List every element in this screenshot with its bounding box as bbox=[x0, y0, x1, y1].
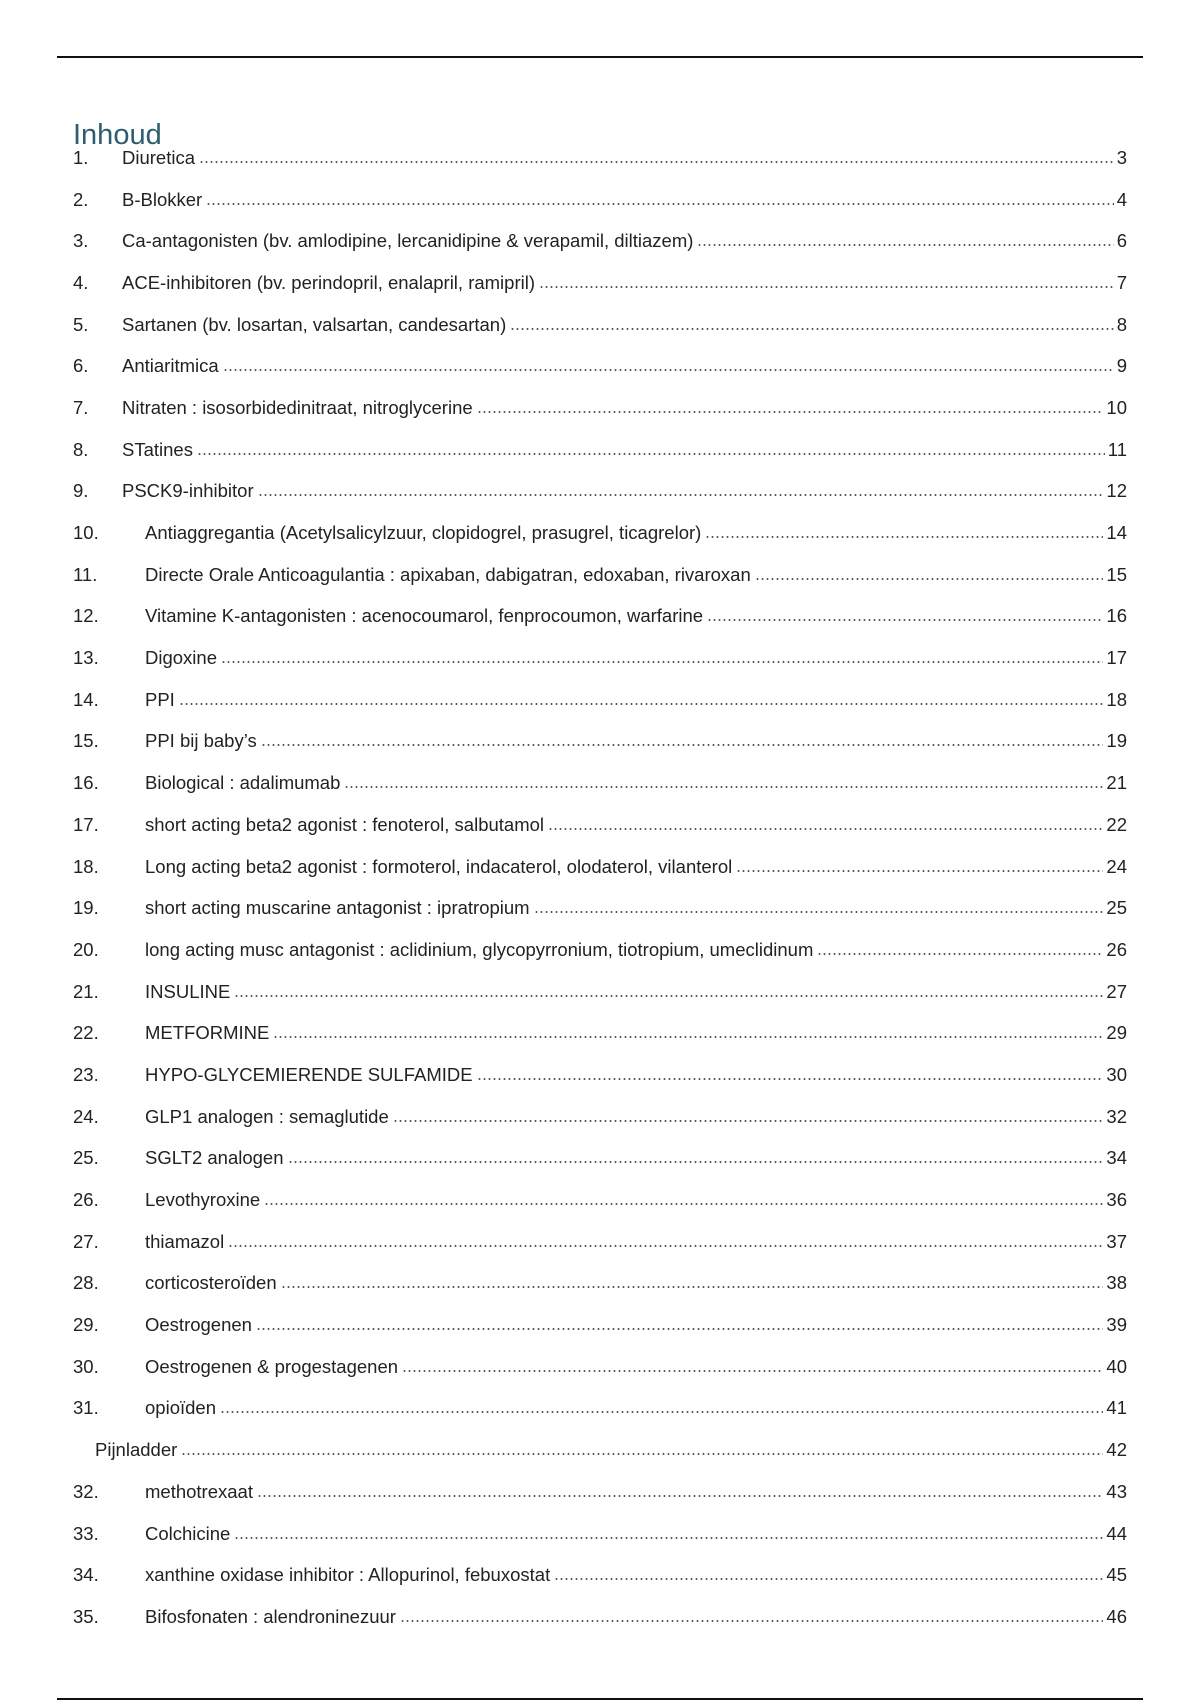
toc-entry[interactable] bbox=[73, 1304, 1127, 1346]
toc-entry-number: 24. bbox=[73, 1105, 99, 1127]
dot-leader bbox=[281, 1284, 1104, 1290]
dot-leader bbox=[697, 242, 1113, 248]
toc-entry-number: 1. bbox=[73, 146, 89, 168]
dot-leader bbox=[257, 1493, 1103, 1499]
toc-entry-title[interactable]: INSULINE bbox=[145, 980, 231, 1002]
toc-entry[interactable] bbox=[73, 179, 1127, 221]
toc-entry-title[interactable]: methotrexaat bbox=[145, 1480, 253, 1502]
toc-entry-page-number[interactable]: 25 bbox=[1106, 897, 1127, 919]
toc-entry-page-number[interactable]: 39 bbox=[1106, 1314, 1127, 1336]
toc-entry-title[interactable]: GLP1 analogen : semaglutide bbox=[145, 1105, 389, 1127]
toc-entry[interactable] bbox=[73, 679, 1127, 721]
dot-leader bbox=[228, 1243, 1103, 1249]
dot-leader bbox=[755, 576, 1104, 582]
toc-entry-page-number[interactable]: 8 bbox=[1116, 313, 1127, 335]
toc-entry-number: 30. bbox=[73, 1355, 99, 1377]
toc-entry[interactable] bbox=[73, 1179, 1127, 1221]
toc-entry-number: 35. bbox=[73, 1605, 99, 1627]
toc-entry-page-number[interactable]: 27 bbox=[1106, 980, 1127, 1002]
table-of-contents bbox=[73, 137, 1127, 1638]
toc-entry[interactable] bbox=[73, 804, 1127, 846]
toc-entry-number: 14. bbox=[73, 688, 99, 710]
toc-entry-page-number[interactable]: 37 bbox=[1106, 1230, 1127, 1252]
dot-leader bbox=[264, 1201, 1103, 1207]
dot-leader bbox=[261, 742, 1104, 748]
toc-entry-page-number[interactable]: 38 bbox=[1106, 1272, 1127, 1294]
dot-leader bbox=[400, 1618, 1103, 1624]
header-rule bbox=[57, 56, 1143, 58]
toc-entry-title[interactable]: Bifosfonaten : alendroninezuur bbox=[145, 1605, 396, 1627]
toc-entry-title[interactable]: STatines bbox=[122, 438, 193, 460]
toc-entry-page-number[interactable]: 12 bbox=[1106, 480, 1127, 502]
toc-entry-title[interactable]: short acting muscarine antagonist : ipratropium bbox=[145, 897, 530, 919]
toc-entry-title[interactable]: Biological : adalimumab bbox=[145, 772, 341, 794]
toc-entry-page-number[interactable]: 45 bbox=[1106, 1564, 1127, 1586]
toc-entry-page-number[interactable]: 22 bbox=[1106, 813, 1127, 835]
toc-entry-number: 28. bbox=[73, 1272, 99, 1294]
toc-entry-number: 5. bbox=[73, 313, 89, 335]
toc-entry-title[interactable]: METFORMINE bbox=[145, 1022, 270, 1044]
toc-entry[interactable] bbox=[73, 1346, 1127, 1388]
toc-entry-page-number[interactable]: 15 bbox=[1106, 563, 1127, 585]
toc-entry-number: 18. bbox=[73, 855, 99, 877]
toc-entry-number: 7. bbox=[73, 396, 89, 418]
toc-entry[interactable] bbox=[73, 1221, 1127, 1263]
toc-entry-number: 20. bbox=[73, 938, 99, 960]
toc-entry-number: 17. bbox=[73, 813, 99, 835]
toc-entry[interactable] bbox=[73, 1596, 1127, 1638]
toc-entry-page-number[interactable]: 29 bbox=[1106, 1022, 1127, 1044]
toc-entry-page-number[interactable]: 3 bbox=[1116, 146, 1127, 168]
toc-entry[interactable] bbox=[73, 471, 1127, 513]
toc-entry-number: 4. bbox=[73, 271, 89, 293]
toc-entry-number: 10. bbox=[73, 522, 99, 544]
toc-entry[interactable] bbox=[73, 1388, 1127, 1430]
toc-entry-number: 6. bbox=[73, 355, 89, 377]
toc-entry-number: 31. bbox=[73, 1397, 99, 1419]
toc-entry-page-number[interactable]: 46 bbox=[1106, 1605, 1127, 1627]
toc-entry-page-number[interactable]: 7 bbox=[1116, 271, 1127, 293]
toc-entry-title[interactable]: ACE-inhibitoren (bv. perindopril, enalapril, ramipril) bbox=[122, 271, 535, 293]
toc-entry-number: 33. bbox=[73, 1522, 99, 1544]
toc-entry-title[interactable]: Vitamine K-antagonisten : acenocoumarol, fenprocoumon, warfarine bbox=[145, 605, 704, 627]
toc-entry-number: 2. bbox=[73, 188, 89, 210]
toc-entry[interactable] bbox=[73, 387, 1127, 429]
toc-entry-title[interactable]: opioïden bbox=[145, 1397, 216, 1419]
toc-entry-title[interactable]: PSCK9-inhibitor bbox=[122, 480, 254, 502]
toc-entry-title[interactable]: Pijnladder bbox=[95, 1439, 178, 1461]
toc-entry-number: 21. bbox=[73, 980, 99, 1002]
dot-leader bbox=[393, 1118, 1104, 1124]
toc-entry[interactable] bbox=[73, 1554, 1127, 1596]
toc-entry-page-number[interactable]: 10 bbox=[1106, 396, 1127, 418]
toc-entry[interactable] bbox=[73, 971, 1127, 1013]
dot-leader bbox=[234, 1535, 1103, 1541]
toc-entry[interactable] bbox=[73, 220, 1127, 262]
toc-entry-title[interactable]: Diuretica bbox=[122, 146, 195, 168]
toc-entry-page-number[interactable]: 42 bbox=[1106, 1439, 1127, 1461]
toc-entry-title[interactable]: B-Blokker bbox=[122, 188, 203, 210]
toc-entry-title[interactable]: Antiaritmica bbox=[122, 355, 219, 377]
toc-entry-number: 34. bbox=[73, 1564, 99, 1586]
toc-entry-title[interactable]: Oestrogenen & progestagenen bbox=[145, 1355, 399, 1377]
toc-entry-title[interactable]: PPI bbox=[145, 688, 175, 710]
toc-entry-title[interactable]: corticosteroïden bbox=[145, 1272, 277, 1294]
toc-entry-number: 9. bbox=[73, 480, 89, 502]
toc-entry[interactable] bbox=[73, 596, 1127, 638]
toc-entry-title[interactable]: thiamazol bbox=[145, 1230, 225, 1252]
toc-entry[interactable] bbox=[73, 1263, 1127, 1305]
toc-entry-page-number[interactable]: 24 bbox=[1106, 855, 1127, 877]
toc-entry-page-number[interactable]: 44 bbox=[1106, 1522, 1127, 1544]
dot-leader bbox=[539, 284, 1114, 290]
toc-entry-number: 27. bbox=[73, 1230, 99, 1252]
toc-entry-page-number[interactable]: 30 bbox=[1106, 1063, 1127, 1085]
toc-entry-page-number[interactable]: 40 bbox=[1106, 1355, 1127, 1377]
toc-entry-page-number[interactable]: 34 bbox=[1106, 1147, 1127, 1169]
toc-entry-page-number[interactable]: 14 bbox=[1106, 522, 1127, 544]
dot-leader bbox=[220, 1409, 1103, 1415]
toc-entry-page-number[interactable]: 17 bbox=[1106, 647, 1127, 669]
dot-leader bbox=[199, 159, 1114, 165]
toc-entry-title[interactable]: Nitraten : isosorbidedinitraat, nitroglycerine bbox=[122, 396, 473, 418]
toc-entry[interactable] bbox=[73, 429, 1127, 471]
toc-entry-page-number[interactable]: 41 bbox=[1106, 1397, 1127, 1419]
toc-entry-title[interactable]: Oestrogenen bbox=[145, 1314, 252, 1336]
toc-entry[interactable] bbox=[73, 846, 1127, 888]
toc-entry-title[interactable]: Colchicine bbox=[145, 1522, 231, 1544]
dot-leader bbox=[206, 201, 1114, 207]
toc-entry[interactable] bbox=[73, 1471, 1127, 1513]
toc-entry-title[interactable]: SGLT2 analogen bbox=[145, 1147, 284, 1169]
toc-entry-number: 22. bbox=[73, 1022, 99, 1044]
dot-leader bbox=[477, 409, 1104, 415]
toc-entry-title[interactable]: long acting musc antagonist : aclidinium, glycopyrronium, tiotropium, umeclidinum bbox=[145, 938, 814, 960]
toc-entry-number: 29. bbox=[73, 1314, 99, 1336]
dot-leader bbox=[477, 1076, 1104, 1082]
toc-entry-title[interactable]: Antiaggregantia (Acetylsalicylzuur, clopidogrel, prasugrel, ticagrelor) bbox=[145, 522, 702, 544]
toc-entry-number: 19. bbox=[73, 897, 99, 919]
toc-entry[interactable] bbox=[73, 137, 1127, 179]
toc-entry-page-number[interactable]: 9 bbox=[1116, 355, 1127, 377]
toc-entry[interactable] bbox=[73, 887, 1127, 929]
dot-leader bbox=[273, 1034, 1103, 1040]
toc-entry-number: 12. bbox=[73, 605, 99, 627]
toc-entry[interactable] bbox=[73, 1513, 1127, 1555]
toc-entry[interactable] bbox=[73, 1096, 1127, 1138]
dot-leader bbox=[288, 1159, 1104, 1165]
dot-leader bbox=[402, 1368, 1103, 1374]
toc-entry-page-number[interactable]: 36 bbox=[1106, 1189, 1127, 1211]
dot-leader bbox=[256, 1326, 1103, 1332]
dot-leader bbox=[223, 367, 1114, 373]
dot-leader bbox=[197, 451, 1105, 457]
toc-entry-page-number[interactable]: 19 bbox=[1106, 730, 1127, 752]
toc-entry-title[interactable]: Digoxine bbox=[145, 647, 217, 669]
toc-entry-title[interactable]: HYPO-GLYCEMIERENDE SULFAMIDE bbox=[145, 1063, 473, 1085]
toc-entry-number: 11. bbox=[73, 563, 98, 585]
toc-entry[interactable] bbox=[73, 721, 1127, 763]
toc-entry-page-number[interactable]: 4 bbox=[1116, 188, 1127, 210]
dot-leader bbox=[181, 1451, 1103, 1457]
toc-entry-title[interactable]: Sartanen (bv. losartan, valsartan, candesartan) bbox=[122, 313, 507, 335]
dot-leader bbox=[234, 993, 1103, 999]
toc-entry-title[interactable]: PPI bij baby’s bbox=[145, 730, 257, 752]
toc-entry-title[interactable]: xanthine oxidase inhibitor : Allopurinol, febuxostat bbox=[145, 1564, 551, 1586]
toc-entry[interactable] bbox=[73, 1054, 1127, 1096]
dot-leader bbox=[221, 659, 1103, 665]
page-title: Inhoud bbox=[73, 119, 162, 152]
toc-entry[interactable] bbox=[73, 304, 1127, 346]
dot-leader bbox=[705, 534, 1103, 540]
toc-entry-number: 32. bbox=[73, 1480, 99, 1502]
toc-entry[interactable] bbox=[73, 554, 1127, 596]
dot-leader bbox=[179, 701, 1104, 707]
toc-entry-number: 16. bbox=[73, 772, 99, 794]
dot-leader bbox=[554, 1576, 1103, 1582]
dot-leader bbox=[344, 784, 1103, 790]
toc-entry-title[interactable]: Levothyroxine bbox=[145, 1189, 261, 1211]
dot-leader bbox=[817, 951, 1103, 957]
toc-entry[interactable] bbox=[73, 929, 1127, 971]
toc-entry-page-number[interactable]: 32 bbox=[1106, 1105, 1127, 1127]
toc-entry-number: 23. bbox=[73, 1063, 99, 1085]
toc-entry[interactable] bbox=[73, 1138, 1127, 1180]
toc-entry-number: 15. bbox=[73, 730, 99, 752]
dot-leader bbox=[736, 868, 1103, 874]
toc-entry-page-number[interactable]: 26 bbox=[1106, 938, 1127, 960]
toc-entry-number: 25. bbox=[73, 1147, 99, 1169]
toc-entry[interactable] bbox=[73, 512, 1127, 554]
toc-entry-page-number[interactable]: 16 bbox=[1106, 605, 1127, 627]
dot-leader bbox=[258, 492, 1104, 498]
toc-entry[interactable] bbox=[73, 345, 1127, 387]
dot-leader bbox=[548, 826, 1103, 832]
dot-leader bbox=[510, 326, 1113, 332]
toc-entry-number: 8. bbox=[73, 438, 89, 460]
toc-entry-title[interactable]: short acting beta2 agonist : fenoterol, salbutamol bbox=[145, 813, 545, 835]
toc-entry-page-number[interactable]: 21 bbox=[1106, 772, 1127, 794]
toc-entry-number: 13. bbox=[73, 647, 99, 669]
toc-entry-page-number[interactable]: 43 bbox=[1106, 1480, 1127, 1502]
toc-entry-number: 3. bbox=[73, 230, 89, 252]
toc-entry-title[interactable]: Directe Orale Anticoagulantia : apixaban, dabigatran, edoxaban, rivaroxan bbox=[145, 563, 751, 585]
toc-entry[interactable] bbox=[73, 1429, 1127, 1471]
toc-entry[interactable] bbox=[73, 1012, 1127, 1054]
toc-entry[interactable] bbox=[73, 637, 1127, 679]
toc-entry-number: 26. bbox=[73, 1189, 99, 1211]
toc-entry-page-number[interactable]: 18 bbox=[1106, 688, 1127, 710]
toc-entry-page-number[interactable]: 11 bbox=[1107, 438, 1127, 460]
toc-entry-title[interactable]: Long acting beta2 agonist : formoterol, indacaterol, olodaterol, vilanterol bbox=[145, 855, 733, 877]
toc-entry-page-number[interactable]: 6 bbox=[1116, 230, 1127, 252]
toc-entry[interactable] bbox=[73, 262, 1127, 304]
dot-leader bbox=[707, 617, 1103, 623]
toc-entry[interactable] bbox=[73, 762, 1127, 804]
dot-leader bbox=[534, 909, 1104, 915]
toc-entry-title[interactable]: Ca-antagonisten (bv. amlodipine, lercanidipine & verapamil, diltiazem) bbox=[122, 230, 694, 252]
